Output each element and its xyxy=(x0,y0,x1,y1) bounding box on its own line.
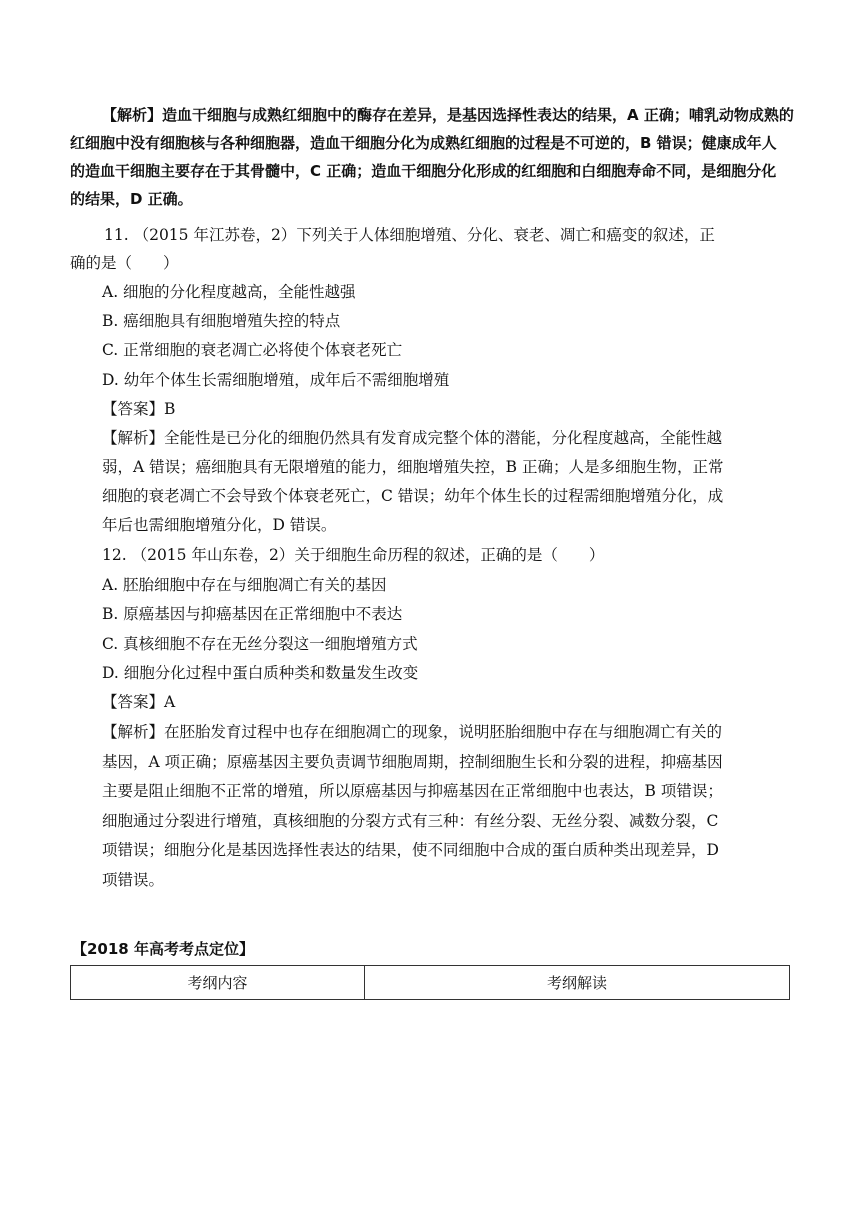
analysis-line: 的结果，D 正确。 xyxy=(70,190,193,208)
option-c: C. 正常细胞的衰老凋亡必将使个体衰老死亡 xyxy=(102,341,403,359)
question-stem: 12. （2015 年山东卷，2）关于细胞生命历程的叙述，正确的是（ ） xyxy=(102,546,605,564)
analysis-line: 弱，A 错误；癌细胞具有无限增殖的能力，细胞增殖失控，B 正确；人是多细胞生物，正常 xyxy=(102,458,724,476)
question-stem: 11. （2015 年江苏卷，2）下列关于人体细胞增殖、分化、衰老、凋亡和癌变的叙述，正 xyxy=(104,226,715,244)
option-d: D. 细胞分化过程中蛋白质种类和数量发生改变 xyxy=(102,664,419,682)
table-header-interpretation: 考纲解读 xyxy=(365,966,790,1000)
table-header-content: 考纲内容 xyxy=(71,966,365,1000)
option-b: B. 癌细胞具有细胞增殖失控的特点 xyxy=(102,312,341,330)
answer: 【答案】A xyxy=(102,693,176,711)
analysis-line: 基因，A 项正确；原癌基因主要负责调节细胞周期，控制细胞生长和分裂的进程，抑癌基因 xyxy=(102,753,723,771)
outline-table xyxy=(70,965,790,1000)
analysis-line: 项错误。 xyxy=(102,871,165,889)
option-a: A. 细胞的分化程度越高，全能性越强 xyxy=(102,283,356,301)
analysis-line: 【解析】造血干细胞与成熟红细胞中的酶存在差异，是基因选择性表达的结果，A 正确；哺乳动物成熟的 xyxy=(102,106,794,124)
analysis-line: 的造血干细胞主要存在于其骨髓中，C 正确；造血干细胞分化形成的红细胞和白细胞寿命不同，是细胞分化 xyxy=(70,162,777,180)
analysis-line: 主要是阻止细胞不正常的增殖，所以原癌基因与抑癌基因在正常细胞中也表达，B 项错误； xyxy=(102,782,723,800)
option-a: A. 胚胎细胞中存在与细胞凋亡有关的基因 xyxy=(102,576,387,594)
answer: 【答案】B xyxy=(102,400,176,418)
question-stem: 确的是（ ） xyxy=(70,254,179,272)
analysis-line: 年后也需细胞增殖分化，D 错误。 xyxy=(102,516,337,534)
analysis-line: 细胞通过分裂进行增殖，真核细胞的分裂方式有三种：有丝分裂、无丝分裂、减数分裂，C xyxy=(102,812,719,830)
analysis-line: 【解析】全能性是已分化的细胞仍然具有发育成完整个体的潜能，分化程度越高，全能性越 xyxy=(102,429,723,447)
analysis-line: 【解析】在胚胎发育过程中也存在细胞凋亡的现象，说明胚胎细胞中存在与细胞凋亡有关的 xyxy=(102,723,723,741)
analysis-line: 细胞的衰老凋亡不会导致个体衰老死亡，C 错误；幼年个体生长的过程需细胞增殖分化，成 xyxy=(102,487,724,505)
option-c: C. 真核细胞不存在无丝分裂这一细胞增殖方式 xyxy=(102,635,418,653)
option-d: D. 幼年个体生长需细胞增殖，成年后不需细胞增殖 xyxy=(102,371,450,389)
section-heading: 【2018 年高考考点定位】 xyxy=(72,940,254,958)
analysis-line: 红细胞中没有细胞核与各种细胞器，造血干细胞分化为成熟红细胞的过程是不可逆的，B 错误；健康成年人 xyxy=(70,134,777,152)
table-header-row xyxy=(71,966,790,1000)
analysis-line: 项错误；细胞分化是基因选择性表达的结果，使不同细胞中合成的蛋白质种类出现差异，D xyxy=(102,841,719,859)
option-b: B. 原癌基因与抑癌基因在正常细胞中不表达 xyxy=(102,605,403,623)
